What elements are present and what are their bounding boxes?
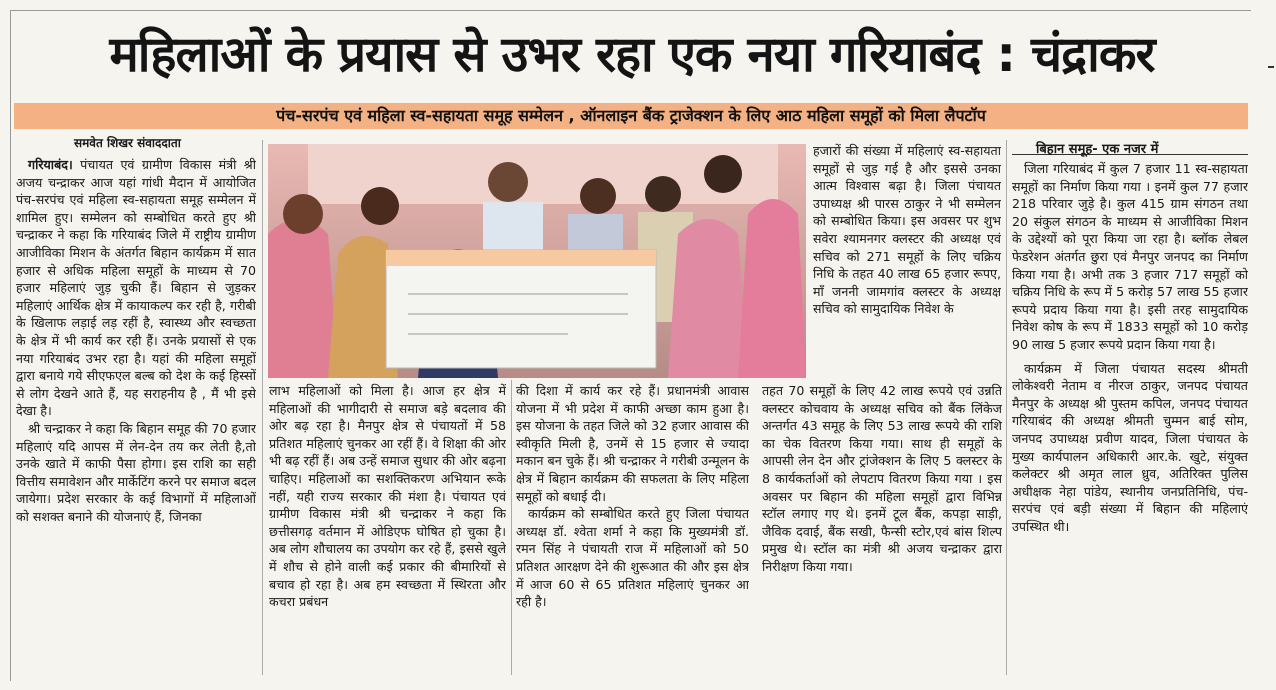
byline: समवेत शिखर संवाददाता (74, 136, 181, 150)
headline: महिलाओं के प्रयास से उभर रहा एक नया गरियाबंद : चंद्राकर (109, 26, 1155, 83)
cheque-presentation-photo (268, 144, 806, 378)
column-3 (516, 382, 749, 674)
dateline: गरियाबंद। (28, 157, 73, 172)
column-4-bottom (762, 382, 1002, 674)
column-3-paragraph-1: की दिशा में कार्य कर रहे हैं। प्रधानमंत्री आवास योजना में भी प्रदेश में काफी अच्छा काम हुआ है। इस योजना के तहत जिले को 32 हजार आवास की स्वीकृति मिली है, उनमें से 15 हजार से ज्यादा मकान बन चुके हैं। श्री चन्द्राकर ने गरीबी उन्मूलन के क्षेत्र में बिहान कार्यक्रम की सफलता के लिए महिला समूहों को बधाई दी। (516, 383, 749, 504)
column-divider (262, 140, 263, 675)
column-4-top (813, 142, 1001, 378)
column-1-paragraph-2: श्री चन्द्राकर ने कहा कि बिहान समूह की 70 हजार महिलाएं यदि आपस में लेन-देन तय कर लेती है,तो उनके खाते में काफी पैसा होगा। इस राशि का सही वित्तीय समावेशन और मार्केटिंग करने पर समाज बदल जायेगा। प्रदेश सरकार के कई विभागों में महिलाओं को सशक्त बनाने की योजनाएं हैं, जिनका (16, 420, 256, 524)
column-4-paragraph-2: तहत 70 समूहों के लिए 42 लाख रूपये एवं उन्नति क्लस्टर कोचवाय के अध्यक्ष सचिव को बैंक लिंकेज अन्तर्गत 43 समूह के लिए 53 लाख रूपये की राशि का चेक वितरण किया गया। साथ ही समूहों के आपसी लेन देन और ट्रांजेक्शन के लिए 5 क्लस्टर के 8 कार्यकर्ताओं को लेपटाप वितरण किया गया । इस अवसर पर बिहान की महिला समूहों द्वारा विभिन्न स्टॉल लगाए गए थे। इनमें टूल बैंक, कपड़ा साड़ी, जैविक दवाई, बैंक सखी, फैन्सी स्टोर,एवं बांस शिल्प प्रमुख थे। स्टॉल का मंत्री श्री अजय चन्द्राकर द्वारा निरीक्षण किया गया। (762, 383, 1002, 574)
sidebar-paragraph-2: कार्यक्रम में जिला पंचायत सदस्य श्रीमती लोकेश्वरी नेताम व नीरज ठाकुर, जनपद पंचायत मैनपुर के अध्यक्ष श्री पुस्तम कपिल, जनपद पंचायत गरियाबंद की अध्यक्ष श्रीमती चुम्मन बाई सोम, जनपद उपाध्यक्ष प्रवीण यादव, जिला पंचायत के मुख्य कार्यपालन अधिकारी आर.के. खुटे, संयुक्त कलेक्टर श्री अमृत लाल ध्रुव, अतिरिक्त पुलिस अधीक्षक नेहा पांडेय, स्थानीय जनप्रतिनिधि, पंच-सरपंच एवं बड़ी संख्या में बिहान की महिलाएं उपस्थित थी। (1012, 360, 1248, 534)
column-1-paragraph-1 (16, 156, 256, 420)
column-3-paragraph-2: कार्यक्रम को सम्बोधित करते हुए जिला पंचायत अध्यक्ष डॉ. श्वेता शर्मा ने कहा कि मुख्यमंत्री डॉ. रमन सिंह ने पंचायती राज में महिलाओं को 50 प्रतिशत आरक्षण देने की शुरूआत की और इस क्षेत्र में आज 60 से 65 प्रतिशत महिलाएं चुनकर आ रही है। (516, 506, 749, 610)
column-4-paragraph-1: हजारों की संख्या में महिलाएं स्व-सहायता समूहों से जुड़ गई है और इससे उनका आत्म विश्वास बढ़ा है। जिला पंचायत उपाध्यक्ष श्री पारस ठाकुर ने भी सम्मेलन को सम्बोधित किया। इस अवसर पर शुभ सवेरा श्यामनगर क्लस्टर की अध्यक्ष एवं सचिव को 271 समूहों के लिए चक्रिय निधि के तहत 40 लाख 65 हजार रूपए, माँ जननी जामगांव क्लस्टर के अध्यक्ष सचिव को सामुदायिक निवेश के (813, 143, 1001, 317)
column-2-paragraph-1: लाभ महिलाओं को मिला है। आज हर क्षेत्र में महिलाओं की भागीदारी से समाज बड़े बदलाव की ओर बढ़ रहा है। मैनपुर क्षेत्र से पंचायतों में 58 प्रतिशत महिलाएं चुनकर आ रहीं हैं। वे शिक्षा की ओर भी बढ़ रहीं हैं। अब उन्हें समाज सुधार की ओर बढ़ना चाहिए। महिलाओं का सशक्तिकरण अभियान रूके नहीं, यही राज्य सरकार की मंशा है। पंचायत एवं ग्रामीण विकास मंत्री श्री चन्द्राकर ने कहा कि छत्तीसगढ़ वर्तमान में ओडिएफ घोषित हो चुका है। अब लोग शौचालय का उपयोग कर रहे हैं, इससे खुले में शौच से होने वाली कई प्रकार की बीमारियों से बचाव हो रहा है। अब हम स्वच्छता में स्थिरता और कचरा प्रबंधन (269, 383, 506, 610)
column-1-text-1: पंचायत एवं ग्रामीण विकास मंत्री श्री अजय चन्द्राकर आज यहां गांधी मैदान में आयोजित पंच-सरपंच एवं महिला स्व-सहायता समूह सम्मेलन में शामिल हुए। सम्मेलन को सम्बोधित करते हुए श्री चन्द्राकर ने कहा कि गरियाबंद जिले में राष्ट्रीय ग्रामीण आजीविका मिशन के अंतर्गत बिहान कार्यक्रम में सात हजार से अधिक महिला समूहों के माध्यम से 70 हजार महिलाएं जुड़ चुकी हैं। बिहान से जुड़कर महिलाएं आर्थिक क्षेत्र में कायाकल्प कर रही है, गरीबी के खिलाफ लड़ाई लड़ रहीं है, स्वास्थ्य और स्वच्छता के क्षेत्र में भी कार्य कर रही हैं। उनके प्रयासों से एक नया गरियाबंद उभर रहा है। यहां की महिला समूहों द्वारा बनाये गये सीएफएल बल्ब को देश के कई हिस्सों से लोग देखने आते हैं, यह सराहनीय है , मैं भी इसे देखा है। (16, 157, 256, 419)
column-1 (16, 156, 256, 676)
edge-mark (1268, 66, 1274, 68)
sidebar-column (1012, 160, 1248, 674)
subheadline-banner: पंच-सरपंच एवं महिला स्व-सहायता समूह सम्मेलन , ऑनलाइन बैंक ट्राजेक्शन के लिए आठ महिला समूहों को मिला लैपटॉप (14, 103, 1248, 129)
column-divider (511, 380, 512, 675)
sidebar-paragraph-1: जिला गरियाबंद में कुल 7 हजार 11 स्व-सहायता समूहों का निर्माण किया गया । इनमें कुल 77 हजार 218 परिवार जुड़े है। कुल 415 ग्राम संगठन तथा 20 संकुल संगठन के माध्यम से आजीविका मिशन के उद्देश्यों को पूरा किया जा रहा है। ब्लॉक लेबल फेडरेशन अंतर्गत छुरा एवं मैनपुर जनपद का निर्माण किया गया है। अभी तक 3 हजार 717 समूहों को चक्रिय निधि के रूप में 5 करोड़ 57 लाख 55 हजार रूपये प्रदाय किया गया है। इसी तरह सामुदायिक निवेश कोष के रूप में 1833 समूहों को 10 करोड़ 90 लाख 5 हजार रूपये प्रदान किया गया है। (1012, 161, 1248, 352)
event-photo (268, 144, 806, 378)
column-2 (269, 382, 506, 674)
sidebar-title: बिहान समूह- एक नजर में (1012, 139, 1248, 155)
column-divider (1006, 140, 1007, 675)
